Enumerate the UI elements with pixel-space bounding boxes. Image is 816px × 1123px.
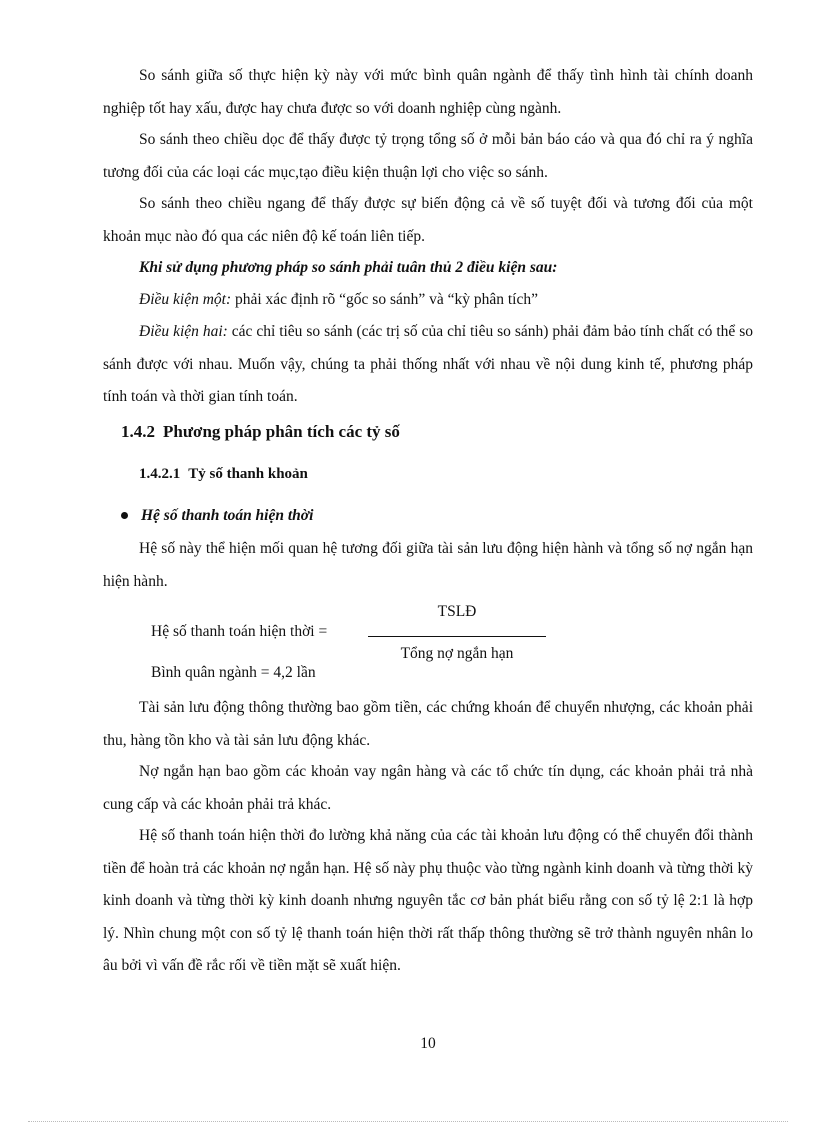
page-number: 10 — [420, 1035, 436, 1052]
section-heading — [121, 422, 400, 442]
condition-one-label: Điều kiện một: — [139, 291, 232, 308]
subsection-number: 1.4.2.1 — [139, 466, 181, 482]
paragraph-ratio-intro: Hệ số này thể hiện mối quan hệ tương đối giữa tài sản lưu động hiện hành và tổng số nợ ngắn hạn hiện hành. — [103, 540, 753, 590]
paragraph-current-assets: Tài sản lưu động thông thường bao gồm tiền, các chứng khoán để chuyển nhượng, các khoản phải thu, hàng tồn kho và tài sản lưu động khác. — [103, 699, 753, 749]
bullet-heading — [121, 507, 313, 525]
paragraph-vertical-comparison: So sánh theo chiều dọc để thấy được tỷ trọng tổng số ở mỗi bản báo cáo và qua đó chỉ ra ý nghĩa tương đối của các loại các mục,tạo điều kiện thuận lợi cho việc so sánh. — [103, 131, 753, 181]
section-number: 1.4.2 — [121, 422, 155, 441]
formula-label: Hệ số thanh toán hiện thời = — [151, 623, 328, 640]
section-title: Phương pháp phân tích các tỷ số — [163, 422, 400, 441]
formula-numerator: TSLĐ — [437, 603, 477, 620]
footer-divider — [28, 1121, 788, 1122]
paragraph-ratio-explanation: Hệ số thanh toán hiện thời đo lường khả năng của các tài khoản lưu động có thể chuyển đổi thành tiền để hoàn trả các khoản nợ ngắn hạn. Hệ số này phụ thuộc vào từng ngành kinh doanh và từng thời kỳ kinh doanh và từng thời kỳ kinh doanh nhưng nguyên tắc cơ bản phát biểu rằng con số tỷ lệ 2:1 là hợp lý. Nhìn chung một con số tỷ lệ thanh toán hiện thời rất thấp thông thường sẽ trở thành nguyên nhân lo âu bởi vì vấn đề rắc rối về tiền mặt sẽ xuất hiện. — [103, 827, 753, 974]
condition-one — [103, 284, 753, 317]
condition-two-label: Điều kiện hai: — [139, 323, 228, 340]
formula-fraction-bar — [368, 636, 546, 637]
paragraph-horizontal-comparison: So sánh theo chiều ngang để thấy được sự biến động cả về số tuyệt đối và tương đối của một khoản mục nào đó qua các niên độ kế toán liên tiếp. — [103, 195, 753, 245]
subsection-heading — [139, 466, 308, 483]
paragraph-short-term-debt: Nợ ngắn hạn bao gồm các khoản vay ngân hàng và các tổ chức tín dụng, các khoản phải trả nhà cung cấp và các khoản phải trả khác. — [103, 763, 753, 813]
condition-one-text: phải xác định rõ “gốc so sánh” và “kỳ phân tích” — [231, 291, 538, 308]
condition-two-text: các chỉ tiêu so sánh (các trị số của chỉ tiêu so sánh) phải đảm bảo tính chất có thể so sánh được với nhau. Muốn vậy, chúng ta phải thống nhất với nhau về nội dung kinh tế, phương pháp tính toán và thời gian tính toán. — [103, 323, 753, 405]
conditions-heading: Khi sử dụng phương pháp so sánh phải tuân thủ 2 điều kiện sau: — [139, 259, 558, 276]
industry-average: Bình quân ngành = 4,2 lần — [151, 664, 316, 681]
formula-denominator: Tổng nợ ngắn hạn — [400, 645, 514, 662]
condition-two — [103, 316, 753, 414]
bullet-title: Hệ số thanh toán hiện thời — [141, 507, 314, 524]
bullet-icon — [121, 512, 128, 519]
paragraph-industry-comparison: So sánh giữa số thực hiện kỳ này với mức bình quân ngành để thấy tình hình tài chính doanh nghiệp tốt hay xấu, được hay chưa được so với doanh nghiệp cùng ngành. — [103, 67, 753, 117]
subsection-title: Tỷ số thanh khoản — [188, 466, 308, 482]
